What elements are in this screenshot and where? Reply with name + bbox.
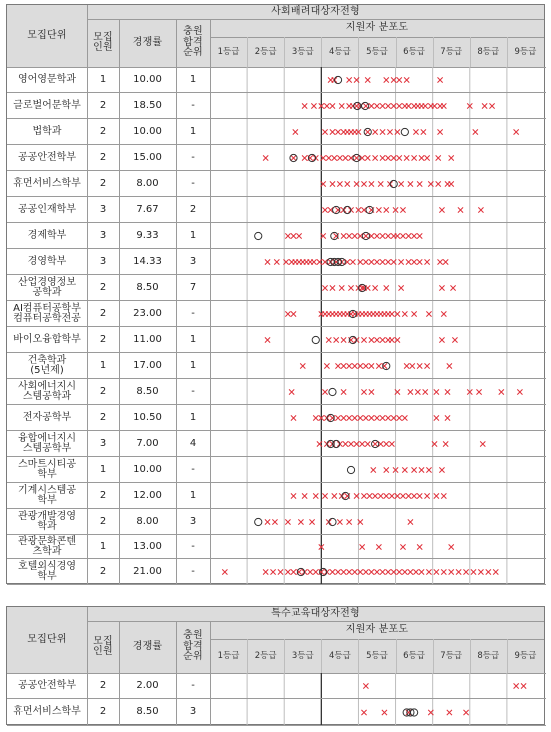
rank-value: 3 xyxy=(189,255,197,267)
rank-value: - xyxy=(191,307,195,319)
quota-value: 2 xyxy=(99,177,107,189)
rank-value: 1 xyxy=(189,359,197,371)
quota-value: 1 xyxy=(99,73,107,85)
quota-value: 2 xyxy=(99,679,107,691)
rank-value: - xyxy=(191,177,195,189)
table-row xyxy=(7,457,546,483)
quota-value: 2 xyxy=(99,151,107,163)
grade-label-2: 2등급 xyxy=(254,650,277,661)
row-divider xyxy=(7,584,546,585)
section-title: 특수교육대상자전형 xyxy=(271,607,360,619)
table-row xyxy=(7,353,546,379)
table-row xyxy=(7,197,546,223)
dept-name: 관광문화콘텐 츠학과 xyxy=(18,535,76,557)
rank-value: - xyxy=(191,385,195,397)
quota-value: 2 xyxy=(99,125,107,137)
grade-label-7: 7등급 xyxy=(440,46,463,57)
grade-label-9: 9등급 xyxy=(514,650,537,661)
ratio-value: 10.50 xyxy=(133,411,162,423)
quota-value: 2 xyxy=(99,411,107,423)
quota-value: 2 xyxy=(99,333,107,345)
dept-name: 공공안전학부 xyxy=(18,151,76,163)
grade-label-5: 5등급 xyxy=(366,650,388,661)
header-rank: 충원 합격 순위 xyxy=(183,630,203,663)
table-row xyxy=(7,119,546,145)
rank-value: 3 xyxy=(189,706,197,718)
dept-name: 호텔외식경영 학부 xyxy=(18,560,76,582)
table-row xyxy=(7,559,546,585)
ratio-value: 17.00 xyxy=(133,359,162,371)
ratio-value: 12.00 xyxy=(133,489,162,501)
quota-value: 2 xyxy=(99,706,107,718)
ratio-value: 9.33 xyxy=(136,229,159,241)
dept-name: 영어영문학과 xyxy=(18,73,76,85)
social-consideration-table xyxy=(6,4,545,584)
rank-value: - xyxy=(191,463,195,475)
dept-name: 글로벌어문학부 xyxy=(13,99,81,111)
ratio-value: 15.00 xyxy=(133,151,162,163)
ratio-value: 14.33 xyxy=(133,255,162,267)
table-row xyxy=(7,301,546,327)
table-row xyxy=(7,535,546,559)
ratio-value: 8.00 xyxy=(136,515,159,527)
rank-value: - xyxy=(191,565,195,577)
table-row xyxy=(7,699,546,726)
header-ratio: 경쟁률 xyxy=(132,36,163,48)
rank-value: 1 xyxy=(189,333,197,345)
grade-label-1: 1등급 xyxy=(217,650,240,661)
quota-value: 1 xyxy=(99,463,107,475)
header-ratio: 경쟁률 xyxy=(132,640,163,652)
ratio-value: 11.00 xyxy=(133,333,162,345)
table-row xyxy=(7,431,546,457)
rank-value: - xyxy=(191,99,195,111)
special-education-table xyxy=(6,606,545,725)
grade-label-6: 6등급 xyxy=(403,650,426,661)
table-row xyxy=(7,405,546,431)
ratio-value: 7.00 xyxy=(136,437,159,449)
dept-name: AI컴퓨터공학부 컴퓨터공학전공 xyxy=(13,302,81,324)
dept-name: 휴먼서비스학부 xyxy=(13,706,81,718)
rank-value: 3 xyxy=(189,515,197,527)
grade-label-4: 4등급 xyxy=(328,650,351,661)
header-rank: 충원 합격 순위 xyxy=(183,26,203,59)
header-distribution: 지원자 분포도 xyxy=(345,623,409,635)
ratio-value: 8.50 xyxy=(136,385,159,397)
rank-value: - xyxy=(191,540,195,552)
dept-name: 전자공학부 xyxy=(22,411,72,423)
dept-name: 사회에너지시 스템공학과 xyxy=(18,380,76,402)
table-row xyxy=(7,171,546,197)
header-quota: 모집 인원 xyxy=(93,635,113,657)
section-title: 사회배려대상자전형 xyxy=(271,5,360,17)
rank-value: 4 xyxy=(189,437,197,449)
quota-value: 3 xyxy=(99,437,107,449)
quota-value: 2 xyxy=(99,489,107,501)
rank-value: - xyxy=(191,679,195,691)
ratio-value: 10.00 xyxy=(133,125,162,137)
dept-name: 관광개발경영 학과 xyxy=(18,510,76,532)
dept-name: 바이오융합학부 xyxy=(13,333,81,345)
ratio-value: 7.67 xyxy=(136,203,159,215)
dept-name: 휴먼서비스학부 xyxy=(13,177,81,189)
dept-name: 스마트시티공 학부 xyxy=(18,458,76,480)
quota-value: 1 xyxy=(99,540,107,552)
ratio-value: 18.50 xyxy=(133,99,162,111)
dept-name: 경제학부 xyxy=(27,229,67,241)
dept-name: 법학과 xyxy=(32,125,62,137)
header-unit: 모집단위 xyxy=(27,633,67,645)
quota-value: 3 xyxy=(99,203,107,215)
table-row xyxy=(7,327,546,353)
rank-value: 1 xyxy=(189,489,197,501)
rank-value: 7 xyxy=(189,281,197,293)
grade-label-4: 4등급 xyxy=(328,46,351,57)
ratio-value: 21.00 xyxy=(133,565,162,577)
rank-value: - xyxy=(191,151,195,163)
grade-label-6: 6등급 xyxy=(403,46,426,57)
ratio-value: 10.00 xyxy=(133,73,162,85)
rank-value: 1 xyxy=(189,73,197,85)
dept-name: 융합에너지시 스템공학부 xyxy=(18,432,76,454)
table-row xyxy=(7,67,546,93)
dept-name: 산업경영정보 공학과 xyxy=(18,276,76,298)
rank-value: 1 xyxy=(189,229,197,241)
grade-label-2: 2등급 xyxy=(254,46,277,57)
ratio-value: 23.00 xyxy=(133,307,162,319)
table-row xyxy=(7,145,546,171)
quota-value: 2 xyxy=(99,281,107,293)
grade-label-3: 3등급 xyxy=(291,46,314,57)
grade-label-1: 1등급 xyxy=(217,46,240,57)
dept-name: 공공안전학부 xyxy=(18,679,76,691)
rank-value: 1 xyxy=(189,125,197,137)
ratio-value: 10.00 xyxy=(133,463,162,475)
quota-value: 3 xyxy=(99,255,107,267)
dept-name: 건축학과 (5년제) xyxy=(27,354,67,376)
quota-value: 1 xyxy=(99,359,107,371)
table-row xyxy=(7,249,546,275)
dept-name: 기계시스템공 학부 xyxy=(18,484,76,506)
table-row xyxy=(7,223,546,249)
table-row xyxy=(7,509,546,535)
quota-value: 2 xyxy=(99,385,107,397)
ratio-value: 13.00 xyxy=(133,540,162,552)
grade-label-9: 9등급 xyxy=(514,46,537,57)
ratio-value: 2.00 xyxy=(136,679,159,691)
table-row xyxy=(7,483,546,509)
header-distribution: 지원자 분포도 xyxy=(345,21,409,33)
quota-value: 2 xyxy=(99,515,107,527)
quota-value: 2 xyxy=(99,307,107,319)
rank-value: 1 xyxy=(189,411,197,423)
grade-label-8: 8등급 xyxy=(477,46,500,57)
rank-value: 2 xyxy=(189,203,197,215)
grade-label-5: 5등급 xyxy=(366,46,388,57)
dept-name: 경영학부 xyxy=(27,255,67,267)
header-unit: 모집단위 xyxy=(27,29,67,41)
row-divider xyxy=(7,725,546,726)
table-row xyxy=(7,379,546,405)
table-row xyxy=(7,275,546,301)
ratio-value: 8.50 xyxy=(136,281,159,293)
quota-value: 2 xyxy=(99,565,107,577)
dept-name: 공공인재학부 xyxy=(18,203,76,215)
table-row xyxy=(7,93,546,119)
quota-value: 3 xyxy=(99,229,107,241)
table-row xyxy=(7,673,546,699)
quota-value: 2 xyxy=(99,99,107,111)
ratio-value: 8.00 xyxy=(136,177,159,189)
header-quota: 모집 인원 xyxy=(93,31,113,53)
grade-label-7: 7등급 xyxy=(440,650,463,661)
grade-label-8: 8등급 xyxy=(477,650,500,661)
grade-label-3: 3등급 xyxy=(291,650,314,661)
ratio-value: 8.50 xyxy=(136,706,159,718)
